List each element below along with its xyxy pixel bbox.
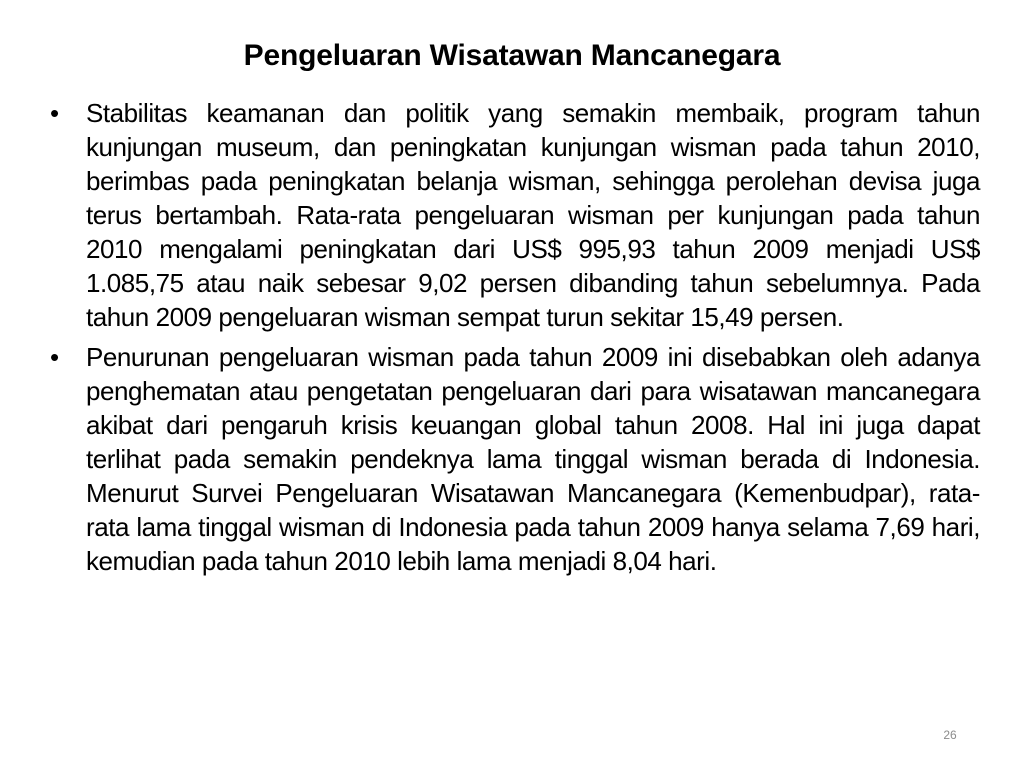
- slide-title: Pengeluaran Wisatawan Mancanegara: [243, 39, 781, 72]
- bullet-dot-icon: •: [50, 98, 60, 128]
- bullet-list: [50, 96, 980, 584]
- page-number: 26: [943, 728, 957, 742]
- bullet-text: Stabilitas keamanan dan politik yang semakin membaik, program tahun kunjungan museum, dan peningkatan kunjungan wisman pada tahun 2010, berimbas pada peningkatan belanja wisman, sehingga perolehan devisa juga terus bertambah. Rata-rata pengeluaran wisman per kunjungan pada tahun 2010 mengalami peningkatan dari US$ 995,93 tahun 2009 menjadi US$ 1.085,75 atau naik sebesar 9,02 persen dibanding tahun sebelumnya. Pada tahun 2009 pengeluaran wisman sempat turun sekitar 15,49 persen.: [86, 98, 980, 332]
- bullet-item: [50, 96, 980, 334]
- bullet-item: [50, 340, 980, 578]
- bullet-dot-icon: •: [50, 342, 60, 372]
- bullet-text: Penurunan pengeluaran wisman pada tahun 2009 ini disebabkan oleh adanya penghematan atau pengetatan pengeluaran dari para wisatawan mancanegara akibat dari pengaruh krisis keuangan global tahun 2008. Hal ini juga dapat terlihat pada semakin pendeknya lama tinggal wisman berada di Indonesia. Menurut Survei Pengeluaran Wisatawan Mancanegara (Kemenbudpar), rata-rata lama tinggal wisman di Indonesia pada tahun 2009 hanya selama 7,69 hari, kemudian pada tahun 2010 lebih lama menjadi 8,04 hari.: [86, 342, 980, 576]
